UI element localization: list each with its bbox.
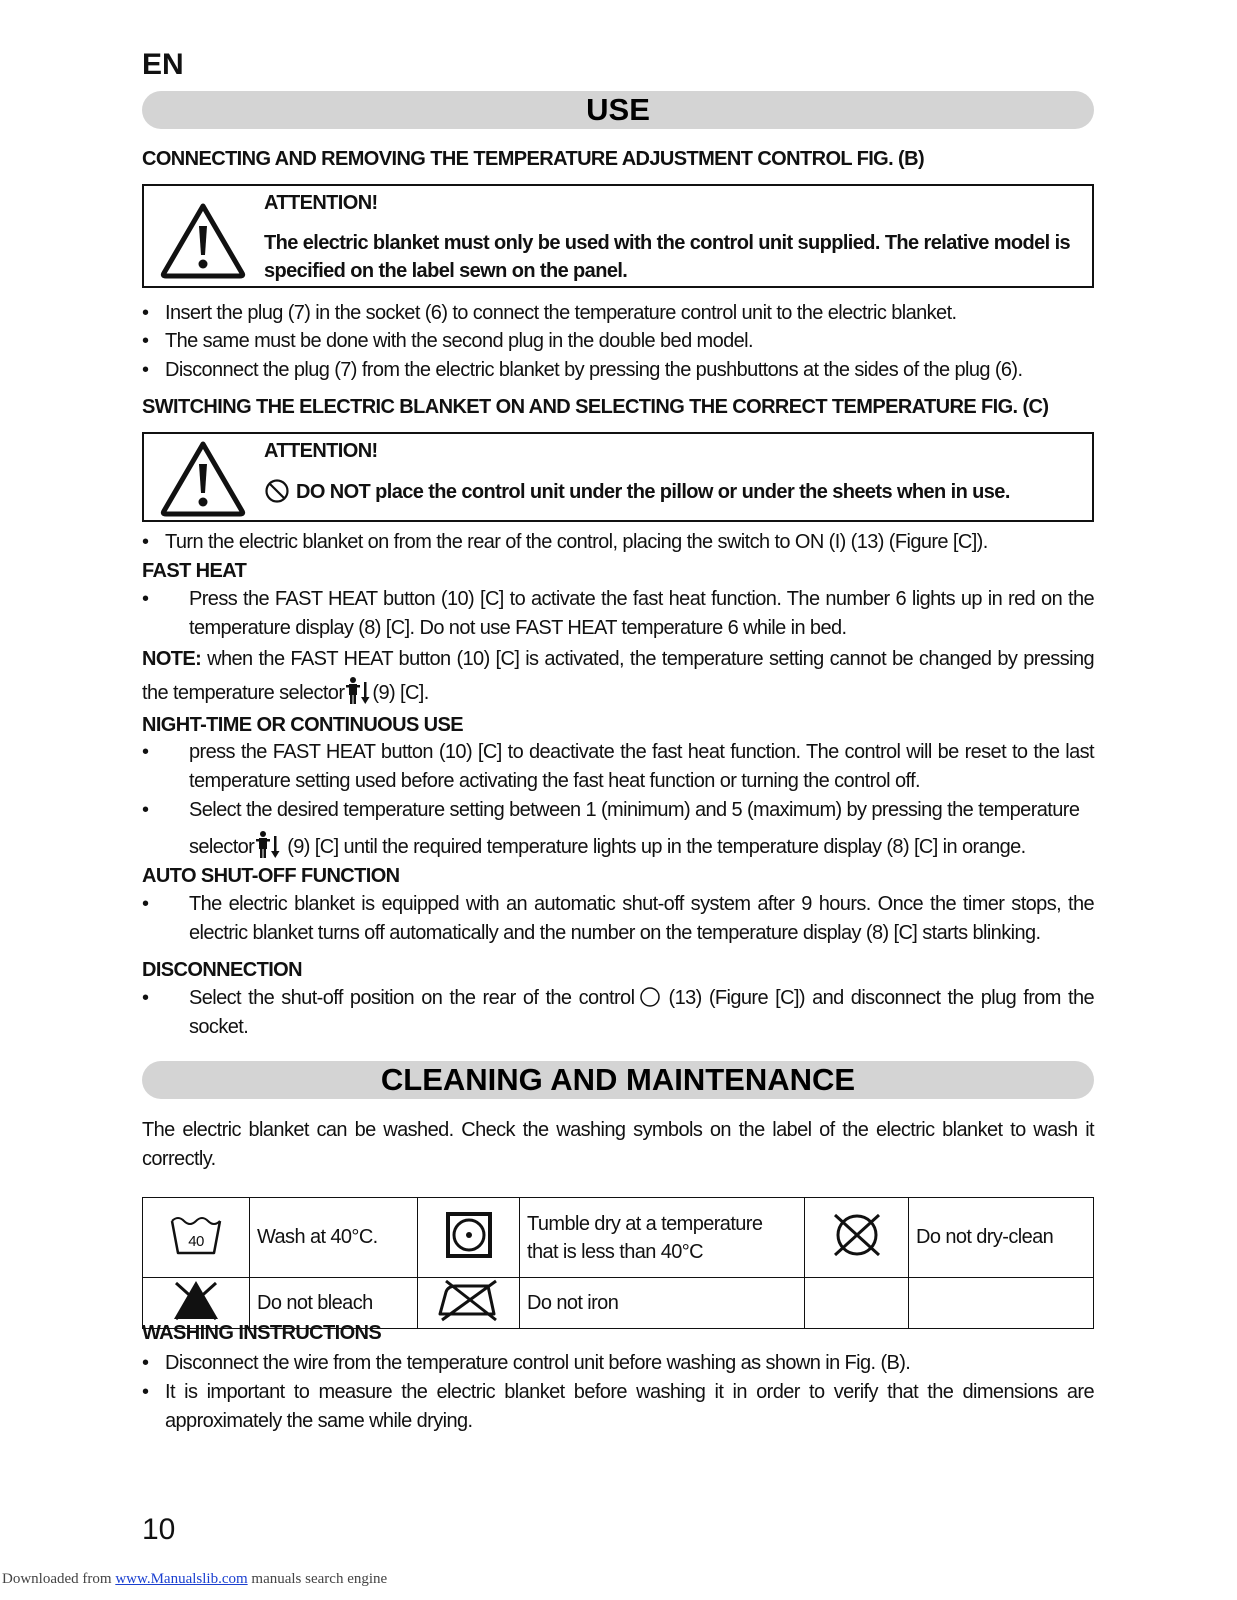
switch-heading: SWITCHING THE ELECTRIC BLANKET ON AND SELECTING THE CORRECT TEMPERATURE FIG. (C) xyxy=(142,396,1049,418)
warning-triangle-icon xyxy=(158,438,248,518)
fast-heat-note: NOTE: when the FAST HEAT button (10) [C] is activated, the temperature setting cannot be changed by pressing the temperature selector (9) [C]. xyxy=(142,648,1094,704)
table-row xyxy=(143,1198,1094,1278)
cleaning-section-title: CLEANING AND MAINTENANCE xyxy=(142,1061,1094,1099)
attention-title: ATTENTION! xyxy=(264,192,378,214)
washing-heading: WASHING INSTRUCTIONS xyxy=(142,1322,382,1344)
list-item: • The electric blanket is equipped with an automatic shut-off system after 9 hours. Once the timer stops, the electric blanket turns off automatically and the number on the temperature display (8) [C] starts blinking. xyxy=(142,893,1094,944)
no-dry-clean-icon xyxy=(828,1211,886,1259)
table-cell: Do not bleach xyxy=(250,1278,418,1329)
prohibited-icon xyxy=(264,478,290,504)
svg-text:40: 40 xyxy=(188,1232,204,1250)
tumble-dry-low-icon xyxy=(445,1211,493,1259)
table-cell xyxy=(909,1278,1094,1329)
wash-40-icon xyxy=(169,1213,223,1257)
no-iron-icon xyxy=(436,1278,502,1322)
warning-triangle-icon xyxy=(158,200,248,280)
table-cell: Wash at 40°C. xyxy=(250,1198,418,1278)
table-cell: Do not dry-clean xyxy=(909,1198,1094,1278)
page-number: 10 xyxy=(142,1513,176,1546)
table-cell xyxy=(143,1198,250,1278)
list-item: • press the FAST HEAT button (10) [C] to deactivate the fast heat function. The control will be reset to the last temperature setting used before activating the fast heat function or turning the control off. xyxy=(142,741,1094,792)
list-item: • Select the shut-off position on the rear of the control (13) (Figure [C]) and disconnect the plug from the socket. xyxy=(142,987,1094,1038)
table-cell: Do not iron xyxy=(520,1278,805,1329)
attention-text: DO NOT place the control unit under the pillow or under the sheets when in use. xyxy=(264,478,1079,506)
table-cell xyxy=(418,1278,520,1329)
list-item: • Press the FAST HEAT button (10) [C] to activate the fast heat function. The number 6 lights up in red on the temperature display (8) [C]. Do not use FAST HEAT temperature 6 while in bed. xyxy=(142,588,1094,639)
table-cell xyxy=(805,1198,909,1278)
language-label: EN xyxy=(142,48,184,81)
no-bleach-icon xyxy=(171,1278,221,1322)
cleaning-intro: The electric blanket can be washed. Check the washing symbols on the label of the electric blanket to wash it correctly. xyxy=(142,1119,1094,1170)
attention-title: ATTENTION! xyxy=(264,440,378,462)
table-cell xyxy=(805,1278,909,1329)
night-heading: NIGHT-TIME OR CONTINUOUS USE xyxy=(142,714,463,736)
attention-box-control-unit xyxy=(142,184,1094,288)
care-symbols-table xyxy=(142,1197,1094,1329)
download-footer: Downloaded from www.Manualslib.com manuals search engine xyxy=(2,1571,388,1587)
disconnection-heading: DISCONNECTION xyxy=(142,959,302,981)
connect-heading: CONNECTING AND REMOVING THE TEMPERATURE ADJUSTMENT CONTROL FIG. (B) xyxy=(142,148,925,170)
table-cell xyxy=(418,1198,520,1278)
off-circle-icon xyxy=(639,986,661,1008)
use-section-title: USE xyxy=(142,91,1094,129)
auto-shutoff-heading: AUTO SHUT-OFF FUNCTION xyxy=(142,865,400,887)
fast-heat-heading: FAST HEAT xyxy=(142,560,247,582)
table-row xyxy=(143,1278,1094,1329)
attention-text: The electric blanket must only be used with the control unit supplied. The relative model is specified on the label sewn on the panel. xyxy=(264,232,1071,282)
temperature-selector-icon xyxy=(346,676,370,706)
list-item: • It is important to measure the electric blanket before washing it in order to verify that the dimensions are approximately the same while drying. xyxy=(142,1381,1094,1432)
list-item: • Select the desired temperature setting between 1 (minimum) and 5 (maximum) by pressing the temperature selector (9) [C] until the required temperature lights up in the temperature display (8) [C] in orange. xyxy=(142,799,1080,858)
table-cell xyxy=(143,1278,250,1329)
attention-box-placement xyxy=(142,432,1094,522)
table-cell: Tumble dry at a temperature that is less than 40°C xyxy=(520,1198,805,1278)
manualslib-link[interactable]: www.Manualslib.com xyxy=(115,1571,248,1587)
temperature-selector-icon xyxy=(256,830,280,860)
